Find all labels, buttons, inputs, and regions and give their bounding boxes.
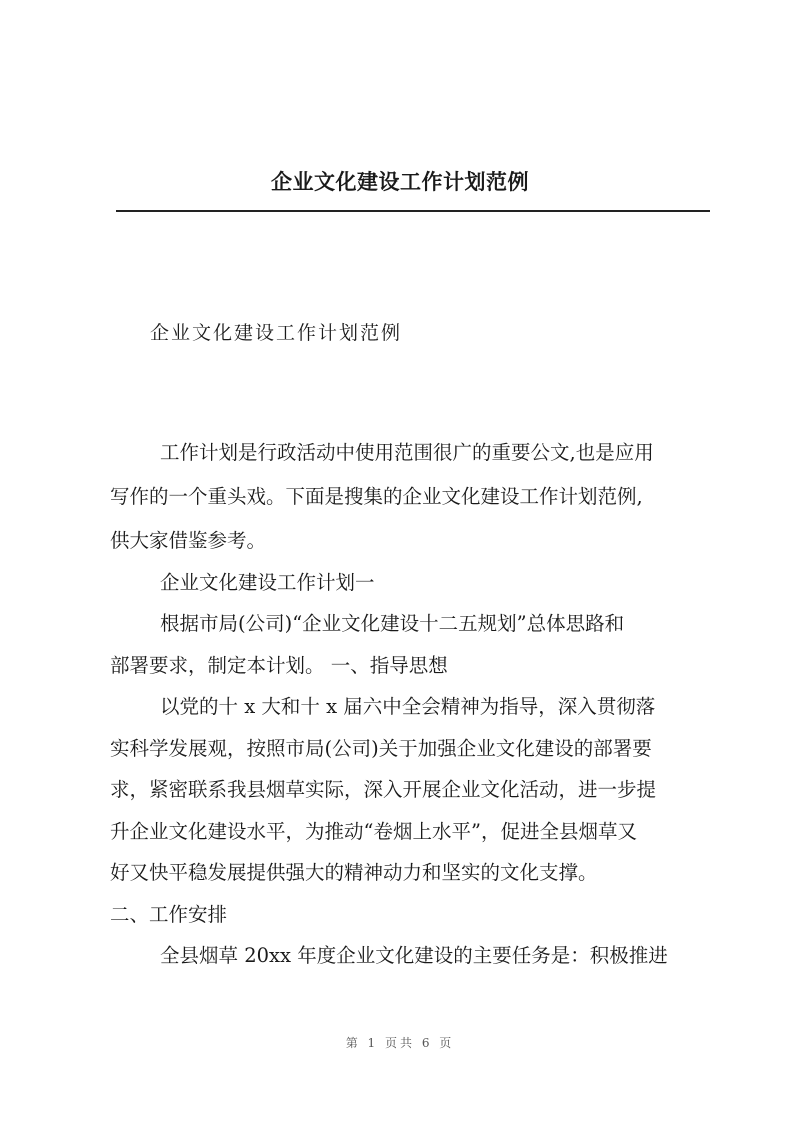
header-divider <box>116 210 710 212</box>
paragraph-line: 供大家借鉴参考。 <box>110 529 267 552</box>
paragraph-line: 工作计划是行政活动中使用范围很广的重要公文,也是应用 <box>160 441 654 464</box>
page-header: 企业文化建设工作计划范例 <box>271 169 529 194</box>
document-title: 企业文化建设工作计划范例 <box>150 322 403 344</box>
section-heading: 二、工作安排 <box>110 903 228 926</box>
paragraph-line: 以党的十 x 大和十 x 届六中全会精神为指导，深入贯彻落 <box>160 695 656 718</box>
paragraph-line: 升企业文化建设水平，为推动“卷烟上水平”，促进全县烟草又 <box>110 820 637 843</box>
paragraph-line: 好又快平稳发展提供强大的精神动力和坚实的文化支撑。 <box>110 861 598 884</box>
paragraph-line: 根据市局(公司)“企业文化建设十二五规划”总体思路和 <box>160 612 625 635</box>
page-number: 第 1 页共 6 页 <box>345 1036 455 1050</box>
paragraph-line: 部署要求，制定本计划。 一、指导思想 <box>110 654 448 677</box>
paragraph-line: 求，紧密联系我县烟草实际，深入开展企业文化活动，进一步提 <box>110 778 657 801</box>
paragraph-line: 实科学发展观，按照市局(公司)关于加强企业文化建设的部署要 <box>110 737 652 760</box>
section-heading: 企业文化建设工作计划一 <box>160 571 375 594</box>
paragraph-line: 写作的一个重头戏。下面是搜集的企业文化建设工作计划范例, <box>110 485 643 508</box>
paragraph-line: 全县烟草 20xx 年度企业文化建设的主要任务是：积极推进 <box>160 944 668 967</box>
